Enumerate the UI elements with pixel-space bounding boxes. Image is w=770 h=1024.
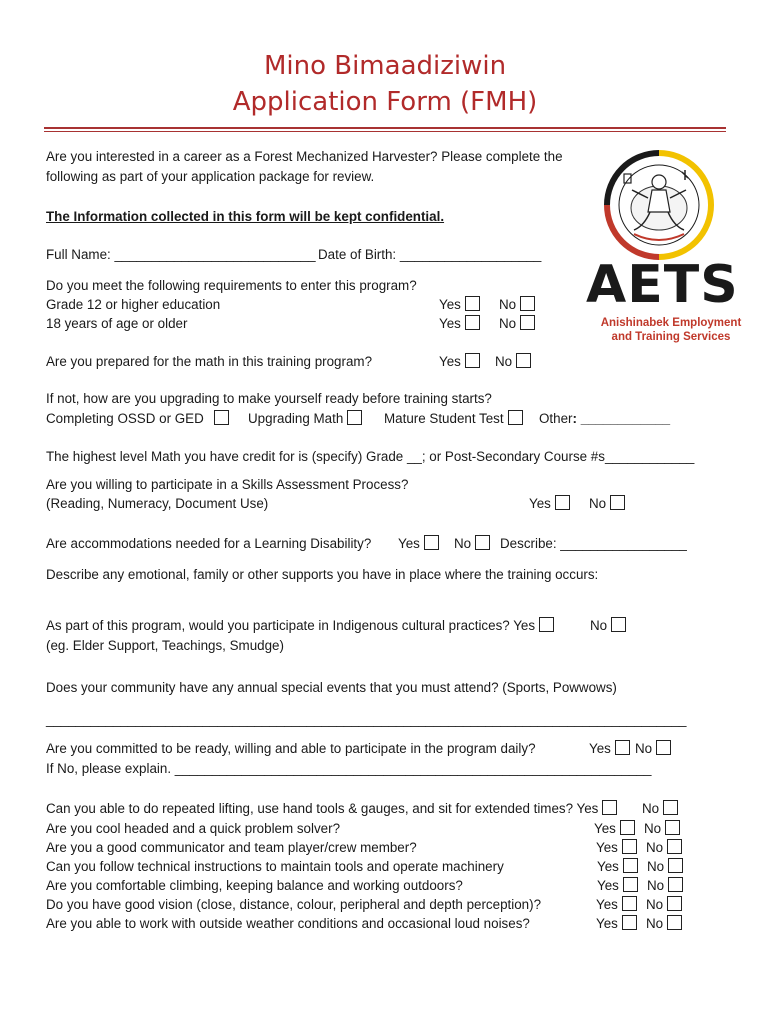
no-label: No [499, 316, 517, 331]
option-label: Upgrading Math [248, 411, 344, 426]
yes-checkbox[interactable] [622, 896, 637, 911]
no-label: No [647, 859, 665, 874]
form-title-line1: Mino Bimaadiziwin [263, 51, 507, 81]
yes-checkbox[interactable] [555, 495, 570, 510]
aets-medicine-wheel-logo [604, 150, 714, 260]
no-checkbox[interactable] [668, 877, 683, 892]
yes-label: Yes [596, 897, 618, 912]
accommodations-question: Are accommodations needed for a Learning Disability? [46, 536, 372, 551]
no-label: No [644, 821, 662, 836]
intro-line-2: following as part of your application package for review. [46, 169, 375, 184]
confidential-notice: The Information collected in this form will be kept confidential. [46, 209, 445, 224]
no-label: No [647, 878, 665, 893]
committed-explain[interactable]: If No, please explain. ________________________________________________________________ [46, 761, 652, 776]
mature-test-checkbox[interactable] [508, 410, 523, 425]
yes-checkbox[interactable] [465, 296, 480, 311]
math-yes[interactable] [439, 353, 480, 370]
req-grade12-no[interactable] [499, 296, 535, 313]
intro-line-1: Are you interested in a career as a Forest Mechanized Harvester? Please complete the [46, 149, 563, 164]
other-colon: : [572, 411, 577, 426]
no-label: No [642, 801, 660, 816]
events-answer-line[interactable]: ______________________________________________________________________________________ [46, 712, 687, 727]
requirements-question: Do you meet the following requirements to enter this program? [46, 278, 417, 293]
skills-question-line2: (Reading, Numeracy, Document Use) [46, 496, 269, 511]
yes-label: Yes [439, 297, 461, 312]
ability-communicator-question: Are you a good communicator and team player/crew member? [46, 840, 417, 855]
ability-communicator-no[interactable] [646, 839, 682, 856]
req-age-no[interactable] [499, 315, 535, 332]
yes-checkbox[interactable] [620, 820, 635, 835]
no-checkbox[interactable] [475, 535, 490, 550]
ability-weather-question: Are you able to work with outside weather conditions and occasional loud noises? [46, 916, 530, 931]
option-label: Mature Student Test [384, 411, 504, 426]
yes-label: Yes [597, 859, 619, 874]
no-label: No [635, 741, 653, 756]
skills-yes[interactable] [529, 495, 570, 512]
ability-lifting-text: Can you able to do repeated lifting, use hand tools & gauges, and sit for extended times? Yes [46, 801, 599, 816]
ability-vision-yes[interactable] [596, 896, 637, 913]
no-label: No [646, 916, 664, 931]
cultural-no[interactable] [590, 617, 626, 634]
title-rule [44, 127, 726, 129]
yes-checkbox[interactable] [615, 740, 630, 755]
math-question: Are you prepared for the math in this training program? [46, 354, 373, 369]
accommodations-yes[interactable] [398, 535, 439, 552]
full-name-field[interactable]: Full Name: ___________________________ [46, 247, 316, 262]
upgrade-ossd-option[interactable] [46, 410, 229, 427]
yes-label: Yes [594, 821, 616, 836]
cultural-examples: (eg. Elder Support, Teachings, Smudge) [46, 638, 284, 653]
ability-cool-headed-no[interactable] [644, 820, 680, 837]
upgrade-math-option[interactable] [248, 410, 362, 427]
req-grade12-yes[interactable] [439, 296, 480, 313]
skills-question-line1: Are you willing to participate in a Skills Assessment Process? [46, 477, 409, 492]
no-checkbox[interactable] [663, 800, 678, 815]
yes-label: Yes [589, 741, 611, 756]
no-label: No [499, 297, 517, 312]
ability-lifting-no[interactable] [642, 800, 678, 817]
ability-weather-yes[interactable] [596, 915, 637, 932]
no-checkbox[interactable] [667, 839, 682, 854]
accommodations-describe[interactable]: Describe: _________________ [500, 536, 687, 551]
req-grade12-label: Grade 12 or higher education [46, 297, 221, 312]
no-label: No [646, 840, 664, 855]
ability-climbing-no[interactable] [647, 877, 683, 894]
committed-question: Are you committed to be ready, willing and able to participate in the program daily? [46, 741, 536, 756]
yes-label: Yes [597, 878, 619, 893]
yes-checkbox[interactable] [623, 877, 638, 892]
ability-technical-yes[interactable] [597, 858, 638, 875]
skills-no[interactable] [589, 495, 625, 512]
upgrading-math-checkbox[interactable] [347, 410, 362, 425]
option-label: Completing OSSD or GED [46, 411, 204, 426]
no-checkbox[interactable] [516, 353, 531, 368]
upgrade-other-option[interactable] [539, 410, 670, 427]
accommodations-no[interactable] [454, 535, 490, 552]
yes-checkbox[interactable] [539, 617, 554, 632]
yes-checkbox[interactable] [622, 915, 637, 930]
upgrading-question: If not, how are you upgrading to make yourself ready before training starts? [46, 391, 492, 406]
no-label: No [495, 354, 513, 369]
yes-checkbox[interactable] [465, 315, 480, 330]
cultural-question[interactable] [46, 617, 554, 634]
title-rule-thin [44, 131, 726, 132]
yes-label: Yes [398, 536, 420, 551]
option-label: Other [539, 411, 573, 426]
no-label: No [589, 496, 607, 511]
ability-technical-question: Can you follow technical instructions to maintain tools and operate machinery [46, 859, 504, 874]
no-checkbox[interactable] [611, 617, 626, 632]
yes-label: Yes [596, 916, 618, 931]
ability-vision-no[interactable] [646, 896, 682, 913]
ability-lifting-question[interactable] [46, 800, 617, 817]
aets-logo-subtitle-1: Anishinabek Employment [600, 317, 742, 329]
date-of-birth-field[interactable]: Date of Birth: ___________________ [318, 247, 542, 262]
aets-logo-text: AETS [586, 255, 739, 315]
ability-climbing-question: Are you comfortable climbing, keeping balance and working outdoors? [46, 878, 463, 893]
req-age-yes[interactable] [439, 315, 480, 332]
yes-label: Yes [596, 840, 618, 855]
committed-yes[interactable] [589, 740, 630, 757]
ability-weather-no[interactable] [646, 915, 682, 932]
no-checkbox[interactable] [665, 820, 680, 835]
ability-technical-no[interactable] [647, 858, 683, 875]
yes-checkbox[interactable] [602, 800, 617, 815]
no-checkbox[interactable] [668, 858, 683, 873]
highest-math-question[interactable]: The highest level Math you have credit for is (specify) Grade __; or Post-Secondary Course #s____________ [46, 449, 695, 464]
aets-logo-subtitle-2: and Training Services [611, 331, 731, 343]
events-question: Does your community have any annual special events that you must attend? (Sports, Powwows) [46, 680, 617, 695]
no-checkbox[interactable] [667, 915, 682, 930]
no-label: No [590, 618, 608, 633]
no-checkbox[interactable] [520, 296, 535, 311]
req-age-label: 18 years of age or older [46, 316, 188, 331]
no-label: No [454, 536, 472, 551]
ossd-checkbox[interactable] [214, 410, 229, 425]
no-checkbox[interactable] [656, 740, 671, 755]
upgrade-mature-option[interactable] [384, 410, 523, 427]
no-label: No [646, 897, 664, 912]
ability-cool-headed-question: Are you cool headed and a quick problem solver? [46, 821, 341, 836]
no-checkbox[interactable] [667, 896, 682, 911]
other-blank[interactable]: ____________ [576, 411, 671, 426]
yes-checkbox[interactable] [622, 839, 637, 854]
cultural-question-text: As part of this program, would you participate in Indigenous cultural practices? Yes [46, 618, 536, 633]
math-no[interactable] [495, 353, 531, 370]
no-checkbox[interactable] [610, 495, 625, 510]
form-title-line2: Application Form (FMH) [232, 87, 538, 117]
yes-checkbox[interactable] [465, 353, 480, 368]
supports-question: Describe any emotional, family or other supports you have in place where the training occurs: [46, 567, 599, 582]
yes-checkbox[interactable] [623, 858, 638, 873]
committed-no[interactable] [635, 740, 671, 757]
yes-label: Yes [529, 496, 551, 511]
yes-label: Yes [439, 316, 461, 331]
yes-checkbox[interactable] [424, 535, 439, 550]
ability-cool-headed-yes[interactable] [594, 820, 635, 837]
no-checkbox[interactable] [520, 315, 535, 330]
ability-vision-question: Do you have good vision (close, distance, colour, peripheral and depth perception)? [46, 897, 542, 912]
ability-communicator-yes[interactable] [596, 839, 637, 856]
yes-label: Yes [439, 354, 461, 369]
ability-climbing-yes[interactable] [597, 877, 638, 894]
